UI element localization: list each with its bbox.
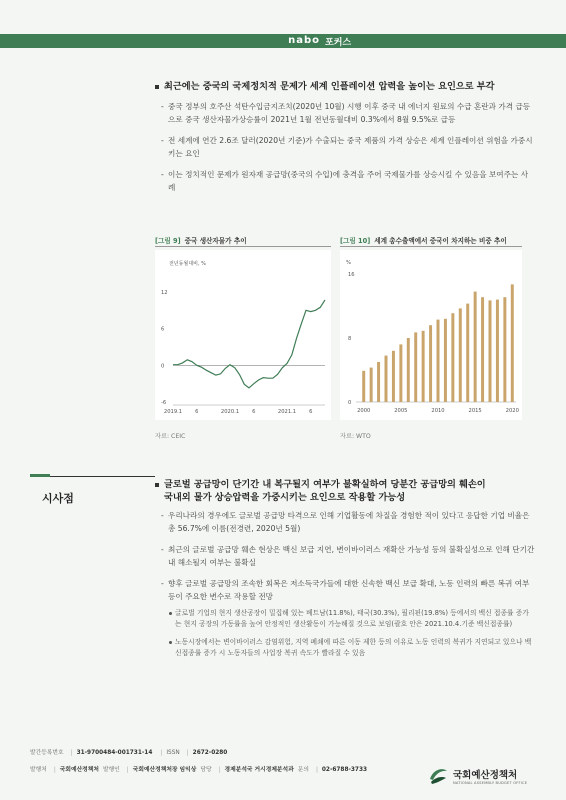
logo-korean-name: 국회예산정책처 bbox=[453, 770, 518, 781]
y-tick-label: 6 bbox=[161, 326, 165, 333]
bar bbox=[429, 325, 432, 402]
footer-issn: 2672-0280 bbox=[192, 750, 228, 756]
bar bbox=[503, 297, 506, 402]
header-bar bbox=[0, 34, 566, 48]
footer-separator: | bbox=[126, 767, 129, 773]
section2-item: - 우리나라의 경우에도 글로벌 공급망 타격으로 인해 기업활동에 차질을 경험한 적이 있다고 응답한 기업 비율은 총 56.7%에 이름(전경련, 2020년 5월) bbox=[155, 510, 535, 535]
ppi-series-line bbox=[173, 300, 325, 388]
logo-english-name: NATIONAL ASSEMBLY BUDGET OFFICE bbox=[453, 781, 528, 785]
bar bbox=[481, 297, 484, 402]
bar bbox=[451, 313, 454, 402]
x-tick-label: 2000 bbox=[357, 408, 371, 414]
figure-10-source: 자료: WTO bbox=[340, 433, 371, 440]
figure-10-title: 세계 총수출액에서 중국이 차지하는 비중 추이 bbox=[374, 237, 507, 245]
footer-separator: | bbox=[186, 750, 189, 756]
bar bbox=[511, 284, 514, 402]
section2-heading bbox=[155, 478, 535, 504]
x-tick-label: 2010 bbox=[431, 408, 445, 414]
section-implications bbox=[155, 478, 535, 659]
bar bbox=[377, 362, 380, 402]
x-tick-label: 2020 bbox=[505, 408, 519, 414]
y-axis-label: 전년동월대비, % bbox=[169, 261, 206, 267]
footer-issn-label: ISSN bbox=[166, 750, 180, 756]
figure-10-panel bbox=[340, 250, 522, 420]
section2-subitem: 노동시장에서는 변이바이러스 감염위험, 지역 폐쇄에 따른 이동 제한 등의 이유로 노동 인력의 복귀가 지연되고 있으나 백신접종률 증가 시 노동자들의 사업장 복귀 속도가 빨라질 수 있음 bbox=[155, 637, 535, 659]
bar bbox=[474, 292, 477, 402]
footer-contact: 경제분석국 거시경제분석과 bbox=[224, 767, 294, 773]
implications-label: 시사점 bbox=[42, 492, 74, 505]
figure-9 bbox=[155, 233, 331, 440]
bar bbox=[437, 320, 440, 402]
figure-9-title: 중국 생산자물가 추이 bbox=[184, 237, 247, 245]
bar bbox=[370, 368, 373, 402]
x-tick-label: 6 bbox=[252, 409, 256, 415]
footer-phone-label: 문의 bbox=[297, 767, 309, 773]
bar bbox=[362, 371, 365, 402]
footer-issuer-label: 발행인 bbox=[102, 767, 120, 773]
figure-10 bbox=[340, 233, 522, 440]
footer-separator: | bbox=[70, 750, 73, 756]
y-axis-label: % bbox=[346, 260, 351, 266]
footer-separator: | bbox=[315, 767, 318, 773]
footer-reg-no: 31-9700484-001731-14 bbox=[76, 750, 153, 756]
bar bbox=[414, 332, 417, 402]
figure-9-panel bbox=[155, 250, 331, 420]
y-tick-label: 8 bbox=[348, 336, 352, 342]
bar bbox=[407, 338, 410, 402]
footer-issuer: 국회예산정책처장 임익상 bbox=[132, 767, 197, 773]
y-tick-label: 16 bbox=[348, 272, 355, 278]
figure-10-tag: [그림 10] bbox=[340, 237, 371, 245]
y-tick-label: -6 bbox=[161, 400, 167, 406]
footer-phone: 02-6788-3733 bbox=[321, 767, 368, 773]
divider-accent bbox=[30, 474, 50, 477]
bar bbox=[466, 304, 469, 402]
figure-9-title-bar bbox=[155, 233, 331, 247]
footer-separator: | bbox=[160, 750, 163, 756]
x-tick-label: 2021.1 bbox=[277, 409, 297, 415]
footer-contact-label: 담당 bbox=[200, 767, 212, 773]
figure-9-source: 자료: CEIC bbox=[155, 433, 186, 440]
section1-item: - 이는 정치적인 문제가 원자재 공급망(중국의 수입)에 충격을 주어 국제물가를 상승시킬 수 있음을 보여주는 사례 bbox=[155, 169, 535, 194]
footer-publisher: 국회예산정책처 bbox=[59, 767, 99, 773]
bar bbox=[385, 356, 388, 402]
ppi-line-chart bbox=[155, 250, 331, 420]
section2-item: - 향후 글로벌 공급망의 조속한 회복은 저소득국가들에 대한 신속한 백신 보급 확대, 노동 인력의 빠른 복귀 여부 등이 주요한 변수로 작용할 전망 bbox=[155, 578, 535, 603]
header-title: 포커스 bbox=[325, 38, 352, 48]
x-tick-label: 2020.1 bbox=[220, 409, 240, 415]
bar bbox=[489, 300, 492, 402]
section2-heading-line1: 글로벌 공급망이 단기간 내 복구될지 여부가 불확실하여 당분간 공급망의 훼손이 bbox=[164, 479, 486, 490]
x-tick-label: 2005 bbox=[394, 408, 408, 414]
footer-separator: | bbox=[218, 767, 221, 773]
bar bbox=[459, 308, 462, 402]
section1-item: - 중국 정부의 호주산 석탄수입금지조치(2020년 10월) 시행 이후 중국 내 에너지 원료의 수급 혼란과 가격 급등으로 중국 생산자물가상승률이 2021년 1월 전년동월대비 0.3%에서 8월 9.5%로 급등 bbox=[155, 101, 535, 126]
footer-row-registration bbox=[30, 748, 540, 758]
section2-subitem: 글로벌 기업의 현지 생산공장이 밀집해 있는 베트남(11.8%), 태국(30.3%), 필리핀(19.8%) 등에서의 백신 접종률 증가는 현지 공장의 가동률을 높여 안정적인 생산활동이 가능해질 것으로 보임(괄호 안은 2021.10.4.기준 백신접종률) bbox=[155, 608, 535, 630]
section2-heading-line2: 국내외 물가 상승압력을 가중시키는 요인으로 작용할 가능성 bbox=[164, 492, 406, 503]
china-export-share-bar-chart bbox=[340, 250, 522, 420]
footer-reg-label: 발간등록번호 bbox=[30, 750, 64, 756]
section2-item: - 최근의 글로벌 공급망 훼손 현상은 백신 보급 지연, 변이바이러스 재확산 가능성 등의 불확실성으로 인해 단기간 내 해소될지 여부는 불확실 bbox=[155, 544, 535, 569]
brand-logo: nabo bbox=[288, 35, 320, 46]
y-tick-label: 0 bbox=[348, 400, 352, 406]
y-tick-label: 12 bbox=[161, 290, 168, 296]
bar bbox=[496, 300, 499, 402]
bar bbox=[399, 344, 402, 402]
footer-publisher-label: 발행처 bbox=[30, 767, 47, 773]
bar bbox=[422, 331, 425, 402]
x-tick-label: 2015 bbox=[468, 408, 482, 414]
footer-separator: | bbox=[53, 767, 56, 773]
section-china-inflation bbox=[155, 80, 535, 194]
section1-heading: 최근에는 중국의 국제정치적 문제가 세계 인플레이션 압력을 높이는 요인으로 부각 bbox=[155, 80, 535, 93]
nabo-logo bbox=[427, 765, 527, 787]
x-tick-label: 6 bbox=[309, 409, 313, 415]
y-tick-label: 0 bbox=[161, 363, 165, 370]
x-tick-label: 6 bbox=[195, 409, 199, 415]
x-tick-label: 2019.1 bbox=[163, 409, 183, 415]
nabo-emblem-icon bbox=[427, 765, 449, 787]
bar bbox=[392, 351, 395, 402]
bar bbox=[444, 319, 447, 402]
figure-9-tag: [그림 9] bbox=[155, 237, 181, 245]
figure-10-title-bar bbox=[340, 233, 522, 247]
section1-item: - 전 세계에 연간 2.6조 달러(2020년 기준)가 수출되는 중국 제품의 가격 상승은 세계 인플레이션 위험을 가중시키는 요인 bbox=[155, 135, 535, 160]
